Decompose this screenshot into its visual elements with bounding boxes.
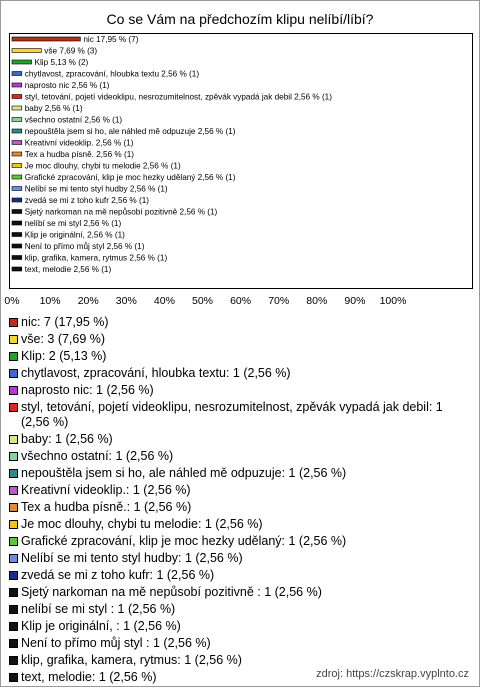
bar-4 xyxy=(12,83,22,87)
legend-swatch-17 xyxy=(9,622,18,631)
legend-swatch-19 xyxy=(9,656,18,665)
bar-16 xyxy=(12,221,22,225)
legend-item-16 xyxy=(9,602,469,617)
legend-item-9 xyxy=(9,483,469,498)
legend-text-3: chytlavost, zpracování, hloubka textu: 1 (2,56 %) xyxy=(21,366,291,380)
bar-13 xyxy=(12,187,22,191)
legend-swatch-11 xyxy=(9,520,18,529)
bar-label-18: Není to přímo můj styl 2,56 % (1) xyxy=(24,242,145,251)
legend-text-1: vše: 3 (7,69 %) xyxy=(21,332,106,346)
x-tick-label-2: 20% xyxy=(77,295,99,307)
bar-label-16: nelíbí se mi styl 2,56 % (1) xyxy=(24,219,122,228)
bar-label-14: zvedá se mi z toho kufr 2,56 % (1) xyxy=(24,196,149,205)
legend-swatch-9 xyxy=(9,486,18,495)
bar-12 xyxy=(12,175,22,179)
bar-2 xyxy=(12,60,32,64)
bar-18 xyxy=(12,244,22,248)
legend-item-11 xyxy=(9,517,469,532)
legend-item-7 xyxy=(9,449,469,464)
bar-5 xyxy=(12,95,22,99)
bar-label-12: Grafické zpracování, klip je moc hezky udělaný 2,56 % (1) xyxy=(24,173,236,182)
legend-text-19: klip, grafika, kamera, rytmus: 1 (2,56 %) xyxy=(21,653,242,667)
legend-item-6 xyxy=(9,432,469,447)
bar-10 xyxy=(12,152,22,156)
x-tick-label-10: 100% xyxy=(379,295,407,307)
bar-1 xyxy=(12,49,41,53)
bar-3 xyxy=(12,72,22,76)
x-tick-label-1: 10% xyxy=(39,295,61,307)
legend-text-0: nic: 7 (17,95 %) xyxy=(21,315,109,329)
bar-7 xyxy=(12,118,22,122)
legend-text-20: text, melodie: 1 (2,56 %) xyxy=(21,670,157,684)
legend-swatch-3 xyxy=(9,369,18,378)
bar-9 xyxy=(12,141,22,145)
legend-text-2: Klip: 2 (5,13 %) xyxy=(21,349,107,363)
bar-label-4: naprosto nic 2,56 % (1) xyxy=(24,81,110,90)
legend-swatch-16 xyxy=(9,605,18,614)
legend-item-10 xyxy=(9,500,469,515)
bar-20 xyxy=(12,267,22,271)
x-tick-label-8: 80% xyxy=(306,295,328,307)
bar-label-0: nic 17,95 % (7) xyxy=(83,35,139,44)
legend-text-18: Není to přímo můj styl : 1 (2,56 %) xyxy=(21,636,211,650)
bar-17 xyxy=(12,233,22,237)
legend-text-8: nepouštěla jsem si ho, ale náhled mě odpuzuje: 1 (2,56 %) xyxy=(21,466,347,480)
legend-text-6: baby: 1 (2,56 %) xyxy=(21,432,113,446)
legend-text-5: styl, tetování, pojetí videoklipu, nesrozumitelnost, zpěvák vypadá jak debil: 1 (2,56 %) xyxy=(21,400,443,429)
chart-title: Co se Vám na předchozím klipu nelíbí/líbí? xyxy=(106,11,374,27)
legend-swatch-18 xyxy=(9,639,18,648)
legend-text-11: Je moc dlouhy, chybi tu melodie: 1 (2,56 %) xyxy=(21,517,263,531)
legend-item-18 xyxy=(9,636,469,651)
legend-swatch-14 xyxy=(9,571,18,580)
legend-swatch-15 xyxy=(9,588,18,597)
x-tick-label-6: 60% xyxy=(230,295,252,307)
legend-text-12: Grafické zpracování, klip je moc hezky udělaný: 1 (2,56 %) xyxy=(21,534,347,548)
legend-swatch-12 xyxy=(9,537,18,546)
bar-label-19: klip, grafika, kamera, rytmus 2,56 % (1) xyxy=(24,253,168,263)
legend-item-5 xyxy=(9,400,469,430)
legend xyxy=(9,315,469,687)
x-tick-label-0: 0% xyxy=(4,295,20,307)
legend-item-2 xyxy=(9,349,469,364)
legend-swatch-1 xyxy=(9,335,18,344)
bar-label-13: Nelíbí se mi tento styl hudby 2,56 % (1) xyxy=(24,184,168,194)
bar-0 xyxy=(12,37,80,41)
legend-swatch-6 xyxy=(9,435,18,444)
legend-item-1 xyxy=(9,332,469,347)
legend-item-8 xyxy=(9,466,469,481)
legend-item-3 xyxy=(9,366,469,381)
legend-item-13 xyxy=(9,551,469,566)
legend-swatch-5 xyxy=(9,403,18,412)
legend-text-13: Nelíbí se mi tento styl hudby: 1 (2,56 %) xyxy=(21,551,243,565)
bar-15 xyxy=(12,210,22,214)
bar-6 xyxy=(12,106,22,110)
legend-item-15 xyxy=(9,585,469,600)
legend-item-17 xyxy=(9,619,469,634)
legend-text-15: Sjetý narkoman na mě nepůsobí pozitivně : 1 (2,56 %) xyxy=(21,585,322,599)
bar-8 xyxy=(12,129,22,133)
bar-label-8: nepouštěla jsem si ho, ale náhled mě odpuzuje 2,56 % (1) xyxy=(24,127,236,136)
bar-label-17: Klip je originální, 2,56 % (1) xyxy=(24,230,125,240)
bar-label-11: Je moc dlouhy, chybi tu melodie 2,56 % (1) xyxy=(24,161,181,171)
legend-text-10: Tex a hudba písně.: 1 (2,56 %) xyxy=(21,500,192,514)
legend-swatch-8 xyxy=(9,469,18,478)
legend-item-14 xyxy=(9,568,469,583)
legend-text-17: Klip je originální, : 1 (2,56 %) xyxy=(21,619,181,633)
x-tick-label-3: 30% xyxy=(115,295,137,307)
bar-19 xyxy=(12,256,22,260)
bar-label-20: text, melodie 2,56 % (1) xyxy=(24,265,112,274)
legend-swatch-2 xyxy=(9,352,18,361)
x-tick-label-9: 90% xyxy=(344,295,366,307)
bar-label-6: baby 2,56 % (1) xyxy=(24,104,83,113)
bar-label-2: Klip 5,13 % (2) xyxy=(34,58,89,67)
bar-label-10: Tex a hudba písně. 2,56 % (1) xyxy=(24,150,135,159)
legend-swatch-20 xyxy=(9,673,18,682)
legend-text-9: Kreativní videoklip.: 1 (2,56 %) xyxy=(21,483,191,497)
legend-swatch-10 xyxy=(9,503,18,512)
bar-label-7: všechno ostatní 2,56 % (1) xyxy=(24,115,123,125)
legend-swatch-0 xyxy=(9,318,18,327)
legend-item-4 xyxy=(9,383,469,398)
legend-item-0 xyxy=(9,315,469,330)
legend-swatch-13 xyxy=(9,554,18,563)
bar-11 xyxy=(12,164,22,168)
bar-label-5: styl, tetování, pojetí videoklipu, nesrozumitelnost, zpěvák vypadá jak debil 2,56 % (1) xyxy=(24,92,332,102)
x-tick-label-7: 70% xyxy=(268,295,290,307)
legend-swatch-4 xyxy=(9,386,18,395)
bar-label-9: Kreativní videoklip. 2,56 % (1) xyxy=(24,138,134,148)
x-tick-label-4: 40% xyxy=(153,295,175,307)
bar-chart-svg xyxy=(1,1,479,311)
legend-swatch-7 xyxy=(9,452,18,461)
legend-item-19 xyxy=(9,653,469,668)
legend-text-16: nelíbí se mi styl : 1 (2,56 %) xyxy=(21,602,176,616)
bar-label-15: Sjetý narkoman na mě nepůsobí pozitivně 2,56 % (1) xyxy=(24,207,218,217)
legend-item-12 xyxy=(9,534,469,549)
legend-text-14: zvedá se mi z toho kufr: 1 (2,56 %) xyxy=(21,568,215,582)
x-tick-label-5: 50% xyxy=(191,295,214,307)
source-note: zdroj: https://czskrap.vyplnto.cz xyxy=(316,668,469,680)
legend-text-7: všechno ostatní: 1 (2,56 %) xyxy=(21,449,174,463)
bar-label-1: vše 7,69 % (3) xyxy=(44,46,98,56)
legend-text-4: naprosto nic: 1 (2,56 %) xyxy=(21,383,154,397)
bar-14 xyxy=(12,198,22,202)
bar-label-3: chytlavost, zpracování, hloubka textu 2,56 % (1) xyxy=(24,69,200,79)
